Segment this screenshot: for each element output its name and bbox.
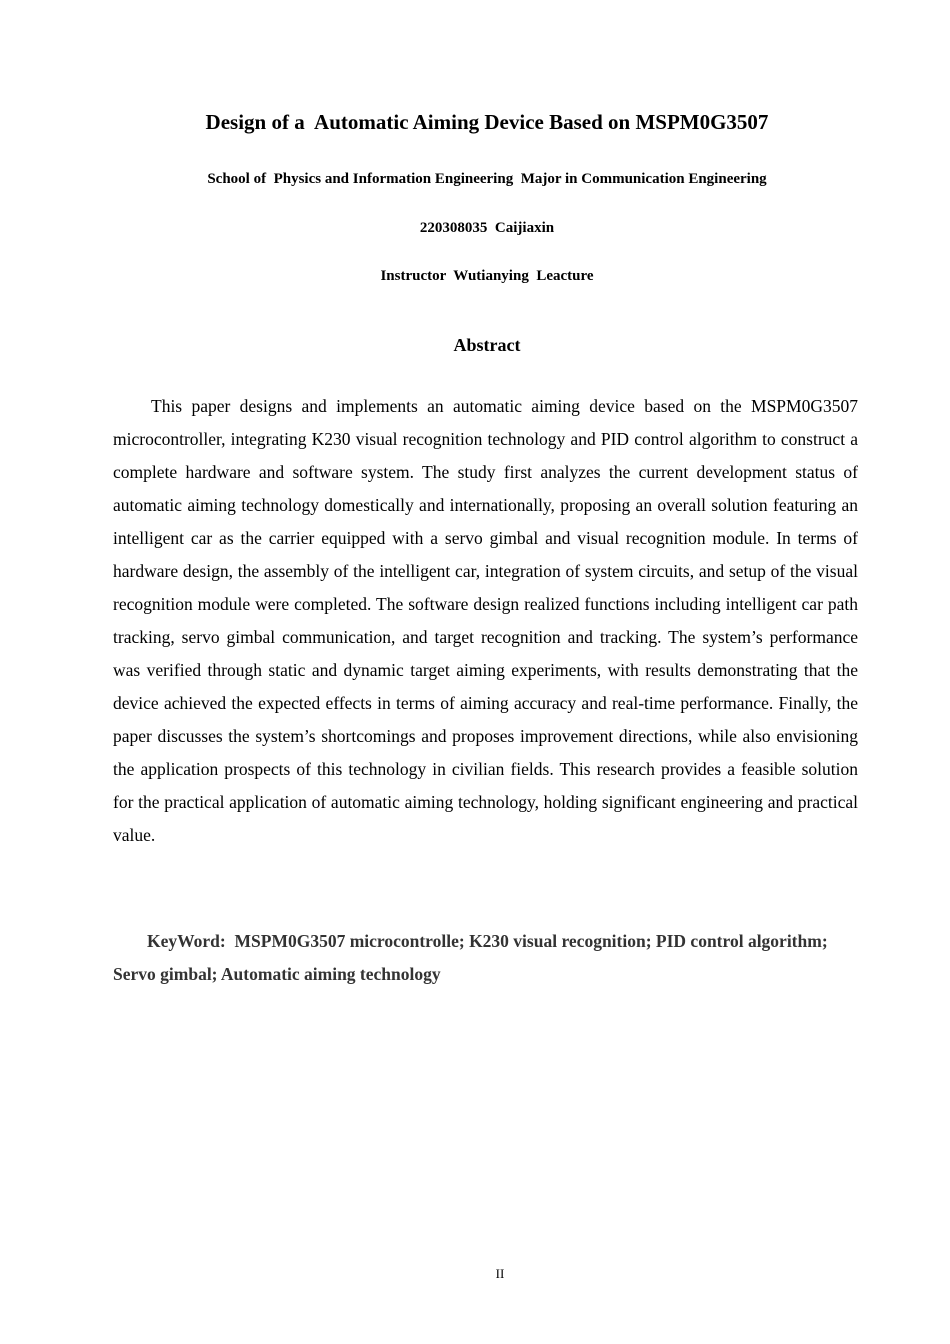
abstract-heading: Abstract [453, 335, 521, 355]
paper-title: Design of a Automatic Aiming Device Based on MSPM0G3507 [205, 110, 769, 134]
keywords-label: KeyWord: [147, 931, 226, 951]
abstract-body: This paper designs and implements an automatic aiming device based on the MSPM0G3507 microcontroller, integrating K230 visual recognition technology and PID control algorithm to construct a complete hardware and software system. The study first analyzes the current development status of automatic aiming technology domestically and internationally, proposing an overall solution featuring an intelligent car as the carrier equipped with a servo gimbal and visual recognition module. In terms of hardware design, the assembly of the intelligent car, integration of system circuits, and setup of the visual recognition module were completed. The software design realized functions including intelligent car path tracking, servo gimbal communication, and target recognition and tracking. The system’s performance was verified through static and dynamic target aiming experiments, with results demonstrating that the device achieved the expected effects in terms of aiming accuracy and real-time performance. Finally, the paper discusses the system’s shortcomings and proposes improvement directions, while also envisioning the application prospects of this technology in civilian fields. This research provides a feasible solution for the practical application of automatic aiming technology, holding significant engineering and practical value. [113, 396, 858, 845]
student-id-and-name: 220308035 Caijiaxin [419, 220, 555, 236]
page-number: II [495, 1266, 505, 1281]
instructor-line: Instructor Wutianying Leacture [380, 268, 594, 284]
keywords-text: MSPM0G3507 microcontrolle; K230 visual recognition; PID control algorithm; Servo gimbal; Automatic aiming technology [113, 931, 833, 984]
school-and-major: School of Physics and Information Engineering Major in Communication Engineering [207, 171, 767, 187]
keywords-paragraph [113, 925, 858, 991]
